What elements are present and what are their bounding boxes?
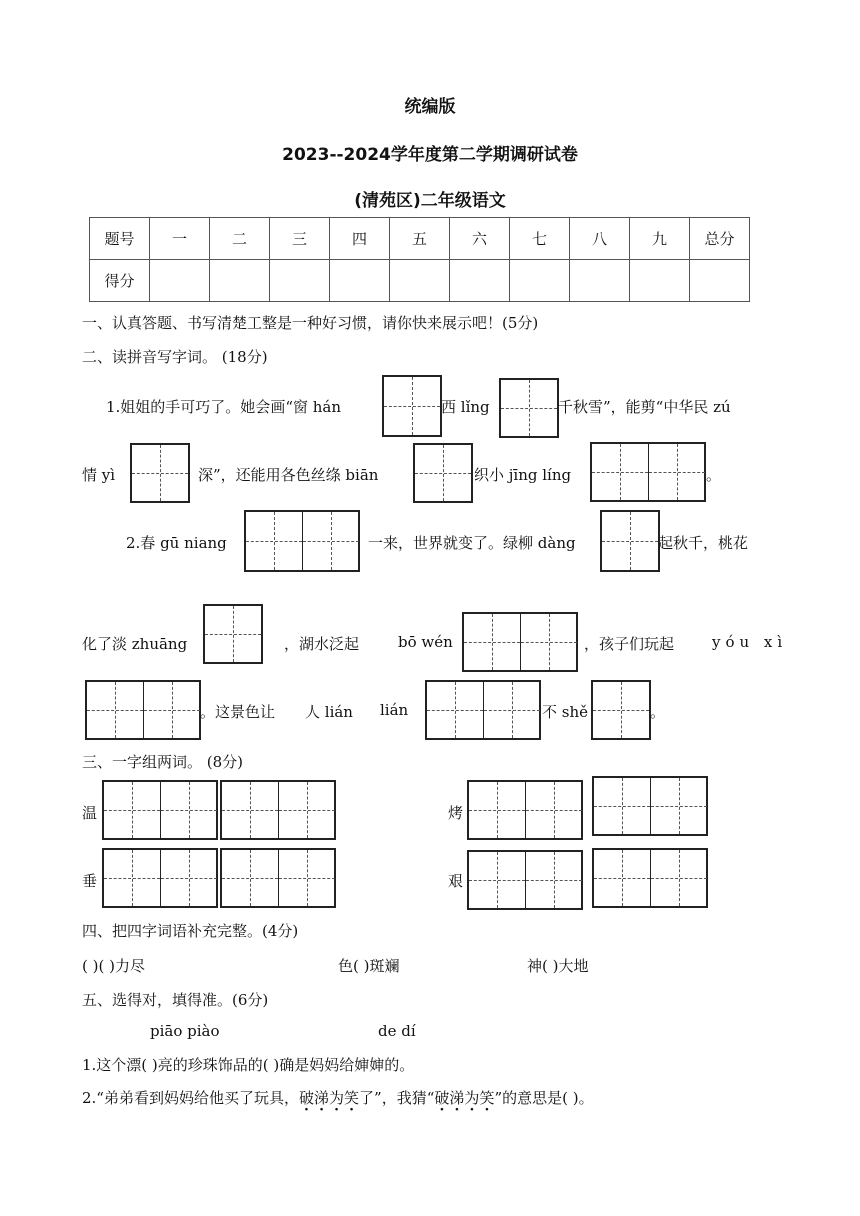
pinyin-de: de dí [378, 1022, 416, 1040]
q2-2-text-d: 化了淡 zhuāng [82, 635, 188, 653]
char-wen: 温 [82, 804, 98, 822]
q2-1-text-e: 深”，还能用各色丝绦 biān [198, 466, 379, 484]
tianzige-guniang[interactable] [244, 510, 360, 572]
q2-1-text-a: 1.姐姐的手可巧了。她会画“窗 hán [106, 398, 342, 416]
dotted-char: 笑 [479, 1089, 495, 1107]
word-box-wen-2[interactable] [220, 780, 336, 840]
sec5-q2-text-a: 2.“弟弟看到妈妈给他买了玩具， [82, 1089, 299, 1107]
word-box-jian-1[interactable] [467, 850, 583, 910]
score-input-cell[interactable] [390, 260, 450, 302]
q2-2-text-b: 一来，世界就变了。绿柳 dàng [368, 534, 576, 552]
dotted-text [299, 1089, 359, 1107]
score-table-header-row [90, 218, 750, 260]
score-input-cell[interactable] [690, 260, 750, 302]
idiom-fill-1[interactable]: ( )( )力尽 [82, 957, 145, 975]
idiom-fill-2[interactable]: 色( )斑斓 [338, 957, 400, 975]
score-input-cell[interactable] [150, 260, 210, 302]
score-header-cell: 八 [570, 218, 630, 260]
q2-2-text-g: ，孩子们玩起 [584, 635, 675, 653]
section-4-title: 四、把四字词语补充完整。(4分) [82, 922, 299, 940]
tianzige-bian[interactable] [413, 443, 473, 503]
q2-2-text-j: 人 lián [305, 703, 353, 721]
q2-1-text-f: 织小 jīng líng [474, 466, 572, 484]
tianzige-ling[interactable] [499, 378, 559, 438]
dotted-char: 为 [464, 1089, 480, 1107]
dotted-char: 破 [434, 1089, 450, 1107]
tianzige-dang[interactable] [600, 510, 660, 572]
q2-2-text-k: lián [380, 701, 409, 719]
dotted-char: 破 [298, 1089, 314, 1107]
dotted-text [434, 1089, 494, 1107]
score-input-cell[interactable] [510, 260, 570, 302]
sec5-q2-text-b: 了”，我猜“ [359, 1089, 435, 1107]
score-header-cell: 三 [270, 218, 330, 260]
section-2-title: 二、读拼音写字词。 (18分) [82, 348, 268, 366]
dotted-word-2 [434, 1089, 494, 1107]
section-5-title: 五、选得对，填得准。(6分) [82, 991, 269, 1009]
idiom-fill-3[interactable]: 神( )大地 [527, 957, 589, 975]
score-header-cell: 二 [210, 218, 270, 260]
char-kao: 烤 [448, 804, 464, 822]
score-header-cell: 一 [150, 218, 210, 260]
section-1-title: 一、认真答题、书写清楚工整是一种好习惯，请你快来展示吧！(5分) [82, 314, 539, 332]
q2-2-text-h: yóu xì [712, 633, 788, 651]
word-box-chui-1[interactable] [102, 848, 218, 908]
tianzige-yi[interactable] [130, 443, 190, 503]
word-box-kao-1[interactable] [467, 780, 583, 840]
q2-2-text-c: 起秋千，桃花 [658, 534, 749, 552]
q2-2-text-m: 。 [650, 703, 666, 721]
word-box-jian-2[interactable] [592, 848, 708, 908]
sec5-question-1[interactable]: 1.这个漂( )亮的珍珠饰品的( )确是妈妈给婶婶的。 [82, 1056, 415, 1074]
word-box-chui-2[interactable] [220, 848, 336, 908]
dotted-word-1 [299, 1089, 359, 1107]
tianzige-han[interactable] [382, 375, 442, 437]
word-box-wen-1[interactable] [102, 780, 218, 840]
score-header-cell: 四 [330, 218, 390, 260]
q2-1-text-b: 西 lǐng [441, 398, 490, 416]
score-table-score-row [90, 260, 750, 302]
sec5-question-2[interactable] [82, 1087, 594, 1108]
tianzige-zhuang[interactable] [203, 604, 263, 664]
score-input-cell[interactable] [330, 260, 390, 302]
dotted-char: 为 [329, 1089, 345, 1107]
score-header-cell: 九 [630, 218, 690, 260]
score-header-cell: 题号 [90, 218, 150, 260]
score-input-cell[interactable] [270, 260, 330, 302]
section-3-title: 三、一字组两词。 (8分) [82, 753, 244, 771]
score-row-label: 得分 [90, 260, 150, 302]
score-header-cell: 总分 [690, 218, 750, 260]
word-box-kao-2[interactable] [592, 776, 708, 836]
score-table [89, 217, 750, 302]
q2-1-text-c: 千秋雪”，能剪“中华民 zú [558, 398, 731, 416]
char-jian: 艰 [448, 872, 464, 890]
q2-1-text-d: 情 yì [82, 466, 116, 484]
tianzige-lianlian[interactable] [425, 680, 541, 740]
q2-2-text-a: 2.春 gū niang [126, 534, 227, 552]
title-subject: (清苑区)二年级语文 [354, 191, 506, 211]
q2-2-text-f: bō wén [398, 633, 453, 651]
score-input-cell[interactable] [630, 260, 690, 302]
sec5-q2-text-c: ”的意思是( )。 [494, 1089, 594, 1107]
score-input-cell[interactable] [210, 260, 270, 302]
score-input-cell[interactable] [450, 260, 510, 302]
score-header-cell: 七 [510, 218, 570, 260]
tianzige-bowen[interactable] [462, 612, 578, 672]
title-exam: 2023--2024学年度第二学期调研试卷 [282, 145, 578, 165]
q2-1-text-g: 。 [706, 466, 722, 484]
char-chui: 垂 [82, 872, 98, 890]
tianzige-youxi[interactable] [85, 680, 201, 740]
score-header-cell: 五 [390, 218, 450, 260]
title-edition: 统编版 [404, 97, 456, 117]
q2-2-text-i: 。这景色让 [200, 703, 276, 721]
pinyin-piao: piāo piào [150, 1022, 220, 1040]
tianzige-she[interactable] [591, 680, 651, 740]
dotted-char: 涕 [314, 1089, 330, 1107]
score-input-cell[interactable] [570, 260, 630, 302]
score-header-cell: 六 [450, 218, 510, 260]
tianzige-jingling[interactable] [590, 442, 706, 502]
dotted-char: 笑 [344, 1089, 360, 1107]
q2-2-text-e: ，湖水泛起 [284, 635, 360, 653]
dotted-char: 涕 [449, 1089, 465, 1107]
q2-2-text-l: 不 shě [542, 703, 589, 721]
